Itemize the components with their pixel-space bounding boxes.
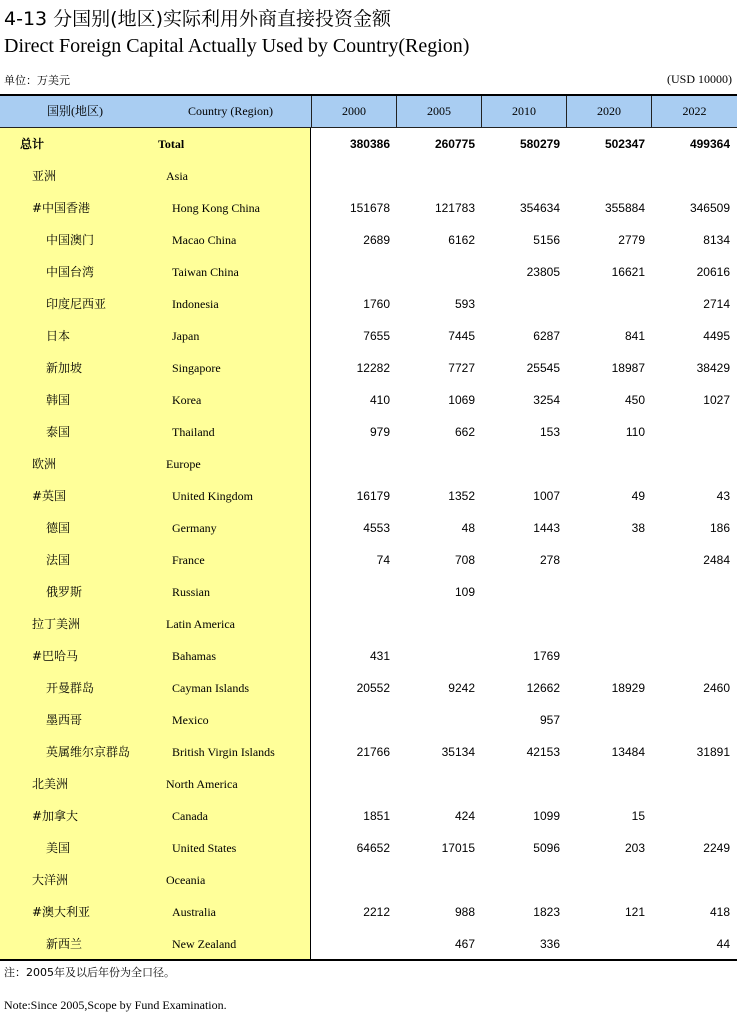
value-cell-2020: 2779 (618, 233, 645, 247)
row-label-cn: 日本 (46, 329, 71, 343)
table-row (0, 736, 737, 768)
header-country-en: Country (Region) (188, 104, 273, 118)
value-cell-2022: 43 (716, 489, 730, 503)
row-label-cn: 美国 (46, 841, 71, 855)
value-cell-2000: 74 (376, 553, 390, 567)
value-cell-2010: 5096 (533, 841, 560, 855)
value-cell-2005: 7727 (448, 361, 475, 375)
value-cell-2000: 7655 (363, 329, 390, 343)
value-cell-2020: 121 (624, 905, 645, 919)
value-cell-2010: 153 (539, 425, 560, 439)
value-cell-2000: 380386 (349, 137, 390, 151)
unit-label-en: (USD 10000) (667, 72, 732, 86)
value-cell-2010: 12662 (526, 681, 560, 695)
value-cell-2000: 64652 (356, 841, 390, 855)
row-label-cn: 北美洲 (32, 777, 69, 791)
table-row (0, 576, 737, 608)
table-row (0, 928, 737, 960)
row-label-en: Total (158, 137, 185, 151)
row-label-en: Thailand (172, 425, 215, 439)
table-row (0, 608, 737, 640)
value-cell-2000: 2212 (363, 905, 390, 919)
value-cell-2010: 6287 (533, 329, 560, 343)
table-title-cn: 4-13 分国别(地区)实际利用外商直接投资金额 (4, 8, 391, 30)
value-cell-2010: 1769 (533, 649, 560, 663)
value-cell-2022: 8134 (703, 233, 730, 247)
value-cell-2022: 186 (709, 521, 730, 535)
row-label-en: Macao China (172, 233, 237, 247)
row-label-cn: 亚洲 (32, 169, 57, 183)
value-cell-2022: 2460 (703, 681, 730, 695)
value-cell-2022: 499364 (689, 137, 730, 151)
value-cell-2020: 355884 (604, 201, 645, 215)
value-cell-2010: 1007 (533, 489, 560, 503)
value-cell-2005: 424 (454, 809, 475, 823)
table-row (0, 480, 737, 512)
row-label-en: Germany (172, 521, 217, 535)
value-cell-2005: 109 (454, 585, 475, 599)
value-cell-2000: 431 (369, 649, 390, 663)
row-label-en: Mexico (172, 713, 209, 727)
row-label-cn: 大洋洲 (32, 873, 69, 887)
row-label-cn: 印度尼西亚 (46, 297, 107, 311)
row-label-cn: #加拿大 (32, 809, 79, 823)
row-label-en: United States (172, 841, 237, 855)
value-cell-2005: 708 (454, 553, 475, 567)
value-cell-2010: 1823 (533, 905, 560, 919)
table-row (0, 896, 737, 928)
value-cell-2010: 354634 (519, 201, 560, 215)
table-row (0, 704, 737, 736)
value-cell-2020: 18929 (611, 681, 645, 695)
value-cell-2005: 662 (454, 425, 475, 439)
value-cell-2005: 467 (454, 937, 475, 951)
row-label-en: Singapore (172, 361, 221, 375)
value-cell-2022: 2484 (703, 553, 730, 567)
table-row (0, 416, 737, 448)
row-label-en: Indonesia (172, 297, 219, 311)
table-row (0, 512, 737, 544)
value-cell-2000: 12282 (356, 361, 390, 375)
table-row (0, 864, 737, 896)
value-cell-2010: 25545 (526, 361, 560, 375)
value-cell-2010: 278 (539, 553, 560, 567)
fdi-table (0, 94, 737, 961)
value-cell-2020: 49 (631, 489, 645, 503)
row-label-cn: #英国 (32, 489, 67, 503)
row-label-en: Hong Kong China (172, 201, 260, 215)
table-row (0, 352, 737, 384)
row-label-cn: #巴哈马 (32, 649, 79, 663)
row-label-en: France (172, 553, 205, 567)
footnote-cn: 注：2005年及以后年份为全口径。 (4, 966, 175, 979)
header-year-2020: 2020 (597, 104, 621, 118)
table-header (0, 96, 737, 128)
table-row (0, 128, 737, 160)
row-label-cn: 总计 (20, 137, 45, 151)
value-cell-2000: 2689 (363, 233, 390, 247)
value-cell-2000: 410 (369, 393, 390, 407)
row-label-en: Asia (166, 169, 188, 183)
row-label-en: British Virgin Islands (172, 745, 275, 759)
value-cell-2005: 9242 (448, 681, 475, 695)
value-cell-2020: 15 (631, 809, 645, 823)
value-cell-2022: 1027 (703, 393, 730, 407)
value-cell-2010: 957 (539, 713, 560, 727)
value-cell-2020: 16621 (611, 265, 645, 279)
row-label-en: Oceania (166, 873, 206, 887)
value-cell-2000: 1851 (363, 809, 390, 823)
value-cell-2005: 35134 (441, 745, 475, 759)
row-label-en: North America (166, 777, 238, 791)
value-cell-2005: 593 (454, 297, 475, 311)
row-label-en: Latin America (166, 617, 235, 631)
value-cell-2022: 31891 (696, 745, 730, 759)
row-label-en: Canada (172, 809, 208, 823)
row-label-cn: 法国 (46, 553, 71, 567)
row-label-en: Bahamas (172, 649, 216, 663)
header-year-2000: 2000 (342, 104, 366, 118)
row-label-cn: 新西兰 (46, 937, 83, 951)
row-label-en: Australia (172, 905, 216, 919)
header-year-2005: 2005 (427, 104, 451, 118)
value-cell-2010: 336 (539, 937, 560, 951)
table-row (0, 288, 737, 320)
value-cell-2020: 110 (625, 425, 645, 439)
value-cell-2005: 48 (461, 521, 475, 535)
value-cell-2020: 841 (624, 329, 645, 343)
value-cell-2010: 42153 (526, 745, 560, 759)
value-cell-2005: 7445 (448, 329, 475, 343)
table-row (0, 256, 737, 288)
row-label-cn: 泰国 (46, 425, 71, 439)
value-cell-2022: 4495 (703, 329, 730, 343)
value-cell-2022: 346509 (689, 201, 730, 215)
value-cell-2010: 1443 (533, 521, 560, 535)
value-cell-2000: 16179 (356, 489, 390, 503)
row-label-cn: 中国台湾 (46, 265, 95, 279)
header-country-cn: 国别(地区) (47, 104, 103, 118)
row-label-en: Cayman Islands (172, 681, 249, 695)
row-label-cn: 英属维尔京群岛 (46, 745, 131, 759)
value-cell-2022: 2249 (703, 841, 730, 855)
value-cell-2020: 502347 (604, 137, 645, 151)
value-cell-2000: 1760 (363, 297, 390, 311)
table-row (0, 832, 737, 864)
value-cell-2005: 260775 (434, 137, 475, 151)
value-cell-2005: 17015 (441, 841, 475, 855)
value-cell-2022: 38429 (696, 361, 730, 375)
row-label-en: New Zealand (172, 937, 237, 951)
row-label-cn: 欧洲 (32, 457, 57, 471)
value-cell-2005: 1352 (448, 489, 475, 503)
value-cell-2005: 988 (454, 905, 475, 919)
table-row (0, 640, 737, 672)
row-label-cn: 中国澳门 (46, 233, 95, 247)
table-row (0, 320, 737, 352)
table-body (0, 128, 737, 959)
table-row (0, 224, 737, 256)
value-cell-2000: 4553 (363, 521, 390, 535)
unit-label-cn: 单位：万美元 (4, 74, 70, 87)
value-cell-2005: 121783 (434, 201, 475, 215)
table-row (0, 800, 737, 832)
value-cell-2005: 6162 (448, 233, 475, 247)
table-title-en: Direct Foreign Capital Actually Used by Country(Region) (4, 35, 470, 57)
table-row (0, 192, 737, 224)
row-label-en: Japan (172, 329, 200, 343)
row-label-cn: #中国香港 (32, 201, 91, 215)
value-cell-2000: 151678 (349, 201, 390, 215)
value-cell-2000: 20552 (356, 681, 390, 695)
table-row (0, 672, 737, 704)
value-cell-2020: 13484 (611, 745, 645, 759)
row-label-cn: 开曼群岛 (46, 681, 95, 695)
row-label-cn: 俄罗斯 (46, 585, 83, 599)
table-row (0, 160, 737, 192)
row-label-cn: #澳大利亚 (32, 905, 91, 919)
row-label-cn: 韩国 (46, 393, 71, 407)
table-row (0, 544, 737, 576)
footnote-en: Note:Since 2005,Scope by Fund Examination. (4, 998, 227, 1012)
row-label-en: Europe (166, 457, 201, 471)
row-label-en: United Kingdom (172, 489, 253, 503)
value-cell-2020: 38 (631, 521, 645, 535)
value-cell-2022: 44 (716, 937, 730, 951)
row-label-en: Korea (172, 393, 202, 407)
table-row (0, 448, 737, 480)
value-cell-2020: 18987 (611, 361, 645, 375)
value-cell-2022: 2714 (703, 297, 730, 311)
row-label-cn: 德国 (46, 521, 71, 535)
value-cell-2010: 580279 (519, 137, 560, 151)
value-cell-2020: 203 (624, 841, 645, 855)
header-year-2010: 2010 (512, 104, 536, 118)
table-row (0, 384, 737, 416)
row-label-en: Russian (172, 585, 211, 599)
value-cell-2010: 3254 (533, 393, 560, 407)
value-cell-2022: 418 (709, 905, 730, 919)
table-row (0, 768, 737, 800)
value-cell-2010: 23805 (526, 265, 560, 279)
row-label-cn: 墨西哥 (46, 713, 83, 727)
value-cell-2020: 450 (624, 393, 645, 407)
value-cell-2010: 5156 (533, 233, 560, 247)
value-cell-2000: 979 (369, 425, 390, 439)
row-label-cn: 新加坡 (46, 361, 83, 375)
value-cell-2005: 1069 (448, 393, 475, 407)
header-year-2022: 2022 (682, 104, 707, 118)
row-label-cn: 拉丁美洲 (32, 617, 81, 631)
value-cell-2022: 20616 (696, 265, 730, 279)
value-cell-2000: 21766 (356, 745, 390, 759)
value-cell-2010: 1099 (533, 809, 560, 823)
row-label-en: Taiwan China (172, 265, 239, 279)
